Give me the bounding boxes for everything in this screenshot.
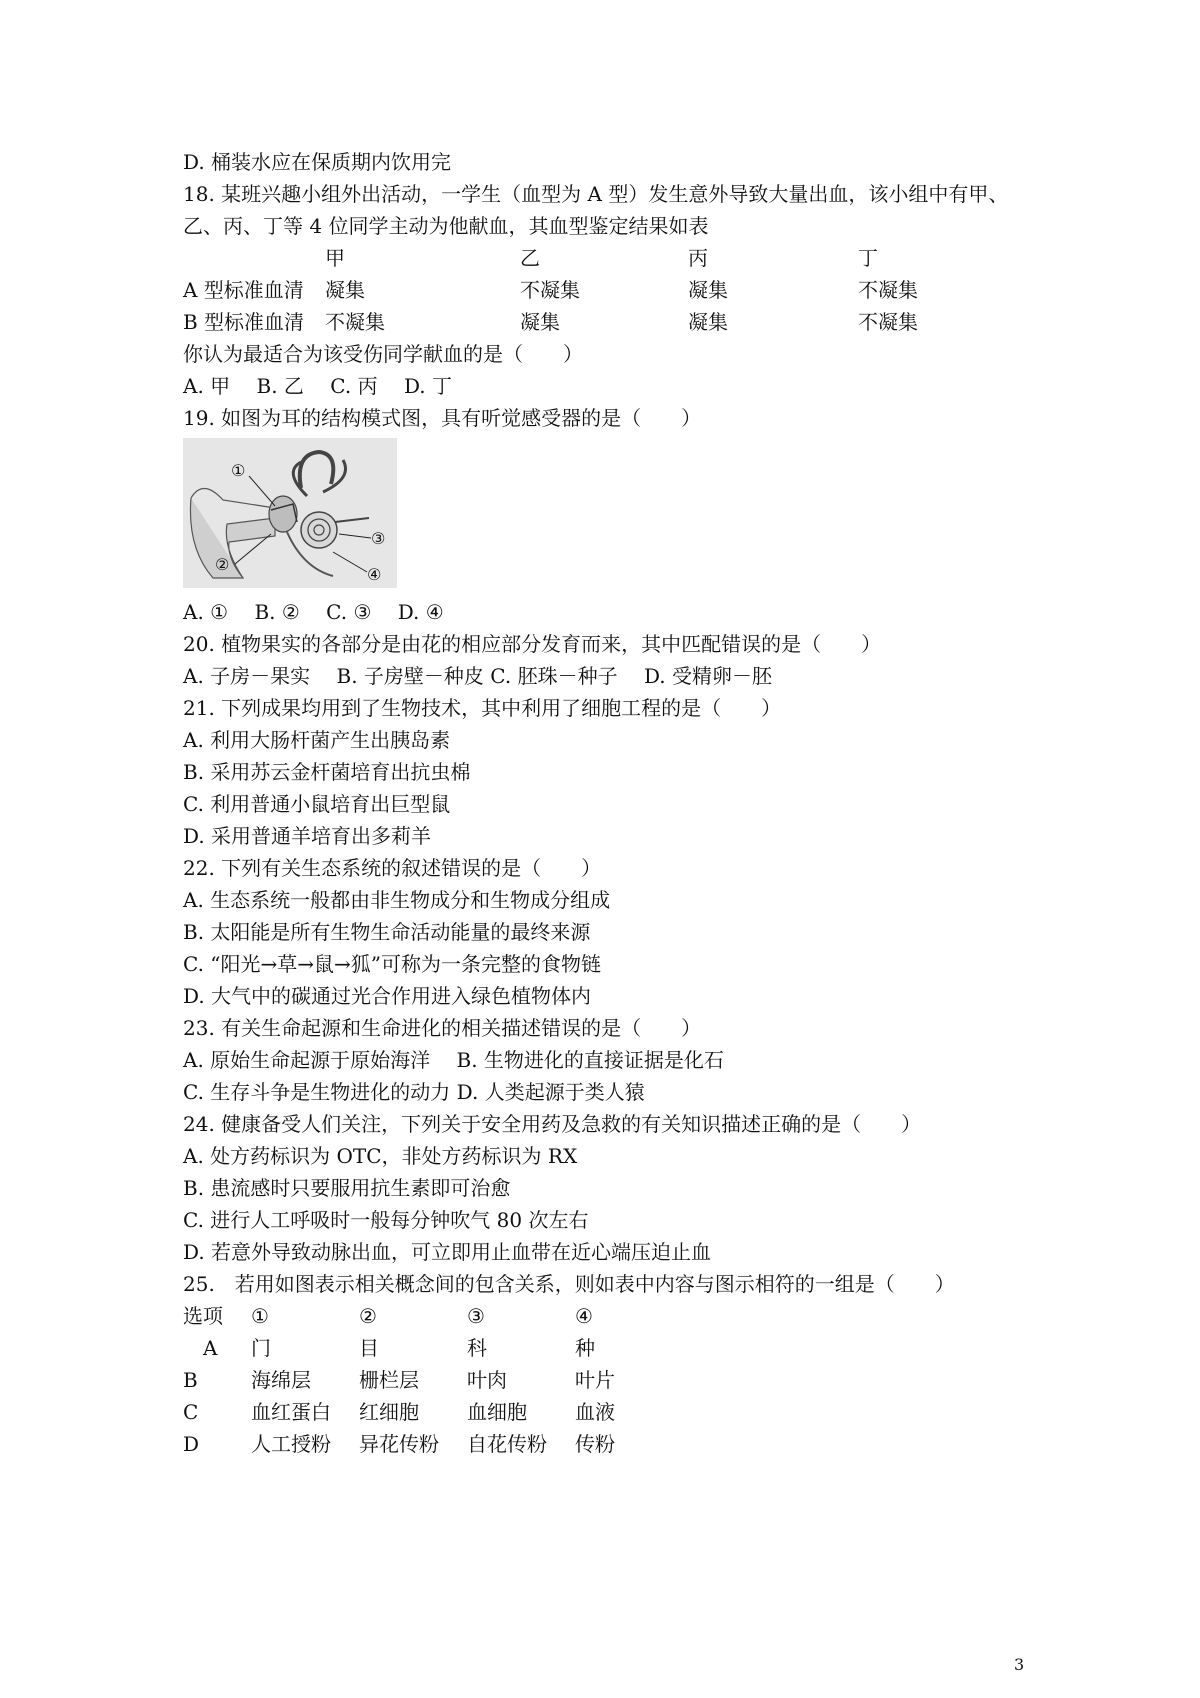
table-cell: 不凝集 xyxy=(325,310,385,334)
table-cell: 科 xyxy=(467,1336,487,1360)
table-cell: D xyxy=(183,1432,200,1456)
table-cell: 乙 xyxy=(520,246,540,270)
q21-option-d: D. 采用普通羊培育出多莉羊 xyxy=(183,824,432,848)
table-cell: 凝集 xyxy=(688,310,728,334)
table-row xyxy=(183,274,1043,306)
table-cell: 人工授粉 xyxy=(251,1432,331,1456)
table-cell: 目 xyxy=(359,1336,379,1360)
q21-option-b: B. 采用苏云金杆菌培育出抗虫棉 xyxy=(183,760,471,784)
table-cell: A xyxy=(203,1336,218,1360)
q18-stem: 18. 某班兴趣小组外出活动，一学生（血型为 A 型）发生意外导致大量出血，该小组中有甲、乙、丙、丁等 4 位同学主动为他献血，其血型鉴定结果如表 xyxy=(183,182,1009,238)
table-cell: 自花传粉 xyxy=(467,1432,547,1456)
q18-table-header xyxy=(183,242,1043,274)
table-cell: 血液 xyxy=(575,1400,615,1424)
q22-option-c: C. “阳光→草→鼠→狐”可称为一条完整的食物链 xyxy=(183,952,602,976)
table-cell: 不凝集 xyxy=(858,310,918,334)
q18-options: A. 甲 B. 乙 C. 丙 D. 丁 xyxy=(183,374,452,398)
q17-option-d: D. 桶装水应在保质期内饮用完 xyxy=(183,150,452,174)
table-cell: 不凝集 xyxy=(520,278,580,302)
figure-label: ① xyxy=(231,461,246,480)
table-cell: 血细胞 xyxy=(467,1400,527,1424)
table-cell: 血红蛋白 xyxy=(251,1400,331,1424)
q19-options: A. ① B. ② C. ③ D. ④ xyxy=(183,600,444,624)
q22-option-a: A. 生态系统一般都由非生物成分和生物成分组成 xyxy=(183,888,611,912)
q24-option-a: A. 处方药标识为 OTC，非处方药标识为 RX xyxy=(183,1144,578,1168)
q22-option-b: B. 太阳能是所有生物生命活动能量的最终来源 xyxy=(183,920,591,944)
page-content xyxy=(183,146,1043,1460)
table-cell: B xyxy=(183,1368,198,1392)
q24-stem: 24. 健康备受人们关注，下列关于安全用药及急救的有关知识描述正确的是（ ） xyxy=(183,1112,922,1136)
q25-stem: 25. 若用如图表示相关概念间的包含关系，则如表中内容与图示相符的一组是（ ） xyxy=(183,1272,955,1296)
q24-option-d: D. 若意外导致动脉出血，可立即用止血带在近心端压迫止血 xyxy=(183,1240,712,1264)
table-cell: 凝集 xyxy=(520,310,560,334)
q18-question: 你认为最适合为该受伤同学献血的是（ ） xyxy=(183,342,583,366)
q24-option-c: C. 进行人工呼吸时一般每分钟吹气 80 次左右 xyxy=(183,1208,589,1232)
ear-structure-figure xyxy=(183,438,397,588)
q21-option-c: C. 利用普通小鼠培育出巨型鼠 xyxy=(183,792,451,816)
table-row xyxy=(183,1428,1043,1460)
q23-options-cd: C. 生存斗争是生物进化的动力 D. 人类起源于类人猿 xyxy=(183,1080,645,1104)
table-cell: C xyxy=(183,1400,199,1424)
table-cell: B 型标准血清 xyxy=(183,310,305,334)
table-cell: ③ xyxy=(467,1304,485,1328)
table-cell: ② xyxy=(359,1304,377,1328)
table-cell: 凝集 xyxy=(688,278,728,302)
table-cell: 门 xyxy=(251,1336,271,1360)
q22-stem: 22. 下列有关生态系统的叙述错误的是（ ） xyxy=(183,856,602,880)
q21-option-a: A. 利用大肠杆菌产生出胰岛素 xyxy=(183,728,451,752)
q21-stem: 21. 下列成果均用到了生物技术，其中利用了细胞工程的是（ ） xyxy=(183,696,782,720)
q24-option-b: B. 患流感时只要服用抗生素即可治愈 xyxy=(183,1176,511,1200)
table-cell: A 型标准血清 xyxy=(183,278,304,302)
table-cell: 丁 xyxy=(858,246,878,270)
table-cell: 甲 xyxy=(325,246,345,270)
q25-table-header xyxy=(183,1300,1043,1332)
table-cell: 叶片 xyxy=(575,1368,615,1392)
q18-blood-table xyxy=(183,242,1043,338)
table-cell xyxy=(183,242,325,274)
table-cell: 凝集 xyxy=(325,278,365,302)
q20-options: A. 子房－果实 B. 子房壁－种皮 C. 胚珠－种子 D. 受精卵－胚 xyxy=(183,664,772,688)
table-row xyxy=(183,1396,1043,1428)
figure-label: ③ xyxy=(371,529,386,548)
table-cell: 传粉 xyxy=(575,1432,615,1456)
page-number: 3 xyxy=(1014,1655,1025,1674)
table-cell: 红细胞 xyxy=(359,1400,419,1424)
table-cell: 不凝集 xyxy=(858,278,918,302)
q25-concept-table xyxy=(183,1300,1043,1460)
figure-label: ② xyxy=(215,555,230,574)
q23-stem: 23. 有关生命起源和生命进化的相关描述错误的是（ ） xyxy=(183,1016,702,1040)
table-cell: 丙 xyxy=(688,246,708,270)
q19-stem: 19. 如图为耳的结构模式图，具有听觉感受器的是（ ） xyxy=(183,406,702,430)
table-cell: 异花传粉 xyxy=(359,1432,439,1456)
q23-options-ab: A. 原始生命起源于原始海洋 B. 生物进化的直接证据是化石 xyxy=(183,1048,724,1072)
table-row xyxy=(183,1364,1043,1396)
table-row xyxy=(183,1332,1043,1364)
table-cell: ① xyxy=(251,1304,269,1328)
table-cell: ④ xyxy=(575,1304,593,1328)
q22-option-d: D. 大气中的碳通过光合作用进入绿色植物体内 xyxy=(183,984,592,1008)
table-cell: 叶肉 xyxy=(467,1368,507,1392)
figure-label: ④ xyxy=(367,565,382,584)
table-cell: 栅栏层 xyxy=(359,1368,419,1392)
table-cell: 海绵层 xyxy=(251,1368,311,1392)
table-row xyxy=(183,306,1043,338)
table-cell: 选项 xyxy=(183,1304,223,1328)
table-cell: 种 xyxy=(575,1336,595,1360)
q20-stem: 20. 植物果实的各部分是由花的相应部分发育而来，其中匹配错误的是（ ） xyxy=(183,632,882,656)
